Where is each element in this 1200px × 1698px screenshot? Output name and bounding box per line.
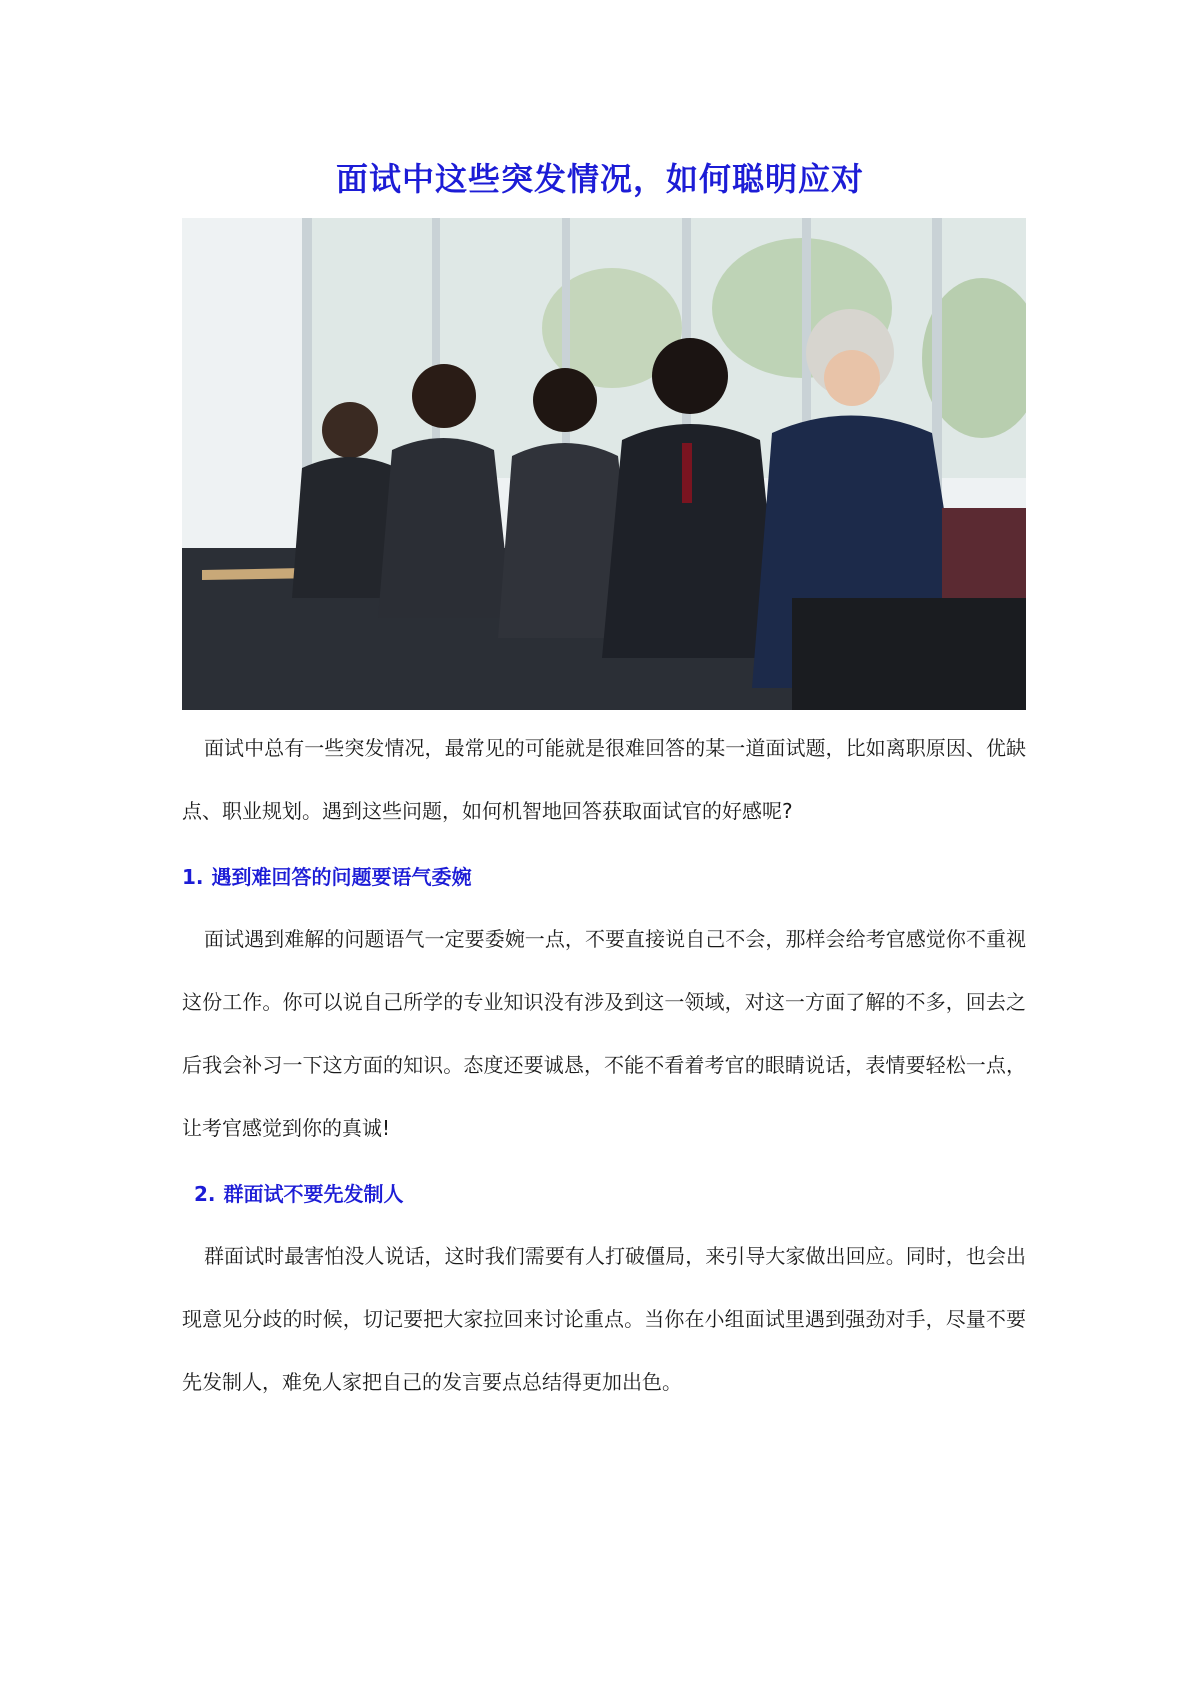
section-heading-text: 遇到难回答的问题要语气委婉 <box>211 865 472 889</box>
section-heading-2 <box>194 1179 404 1209</box>
intro-paragraph: 面试中总有一些突发情况，最常见的可能就是很难回答的某一道面试题，比如离职原因、优缺点、职业规划。遇到这些问题，如何机智地回答获取面试官的好感呢? <box>182 736 1026 823</box>
section-number: 2. <box>194 1182 216 1206</box>
interview-candidates-photo <box>182 218 1026 710</box>
section-body-2: 群面试时最害怕没人说话，这时我们需要有人打破僵局，来引导大家做出回应。同时，也会出现意见分歧的时候，切记要把大家拉回来讨论重点。当你在小组面试里遇到强劲对手，尽量不要先发制人，难免人家把自己的发言要点总结得更加出色。 <box>182 1244 1026 1394</box>
section-heading-text: 群面试不要先发制人 <box>223 1182 404 1206</box>
section-body-1: 面试遇到难解的问题语气一定要委婉一点，不要直接说自己不会，那样会给考官感觉你不重视这份工作。你可以说自己所学的专业知识没有涉及到这一领域，对这一方面了解的不多，回去之后我会补习一下这方面的知识。态度还要诚恳，不能不看着考官的眼睛说话，表情要轻松一点，让考官感觉到你的真诚! <box>182 927 1026 1140</box>
page-title: 面试中这些突发情况，如何聪明应对 <box>335 160 864 198</box>
section-number: 1. <box>182 865 204 889</box>
section-heading-1 <box>182 862 472 892</box>
